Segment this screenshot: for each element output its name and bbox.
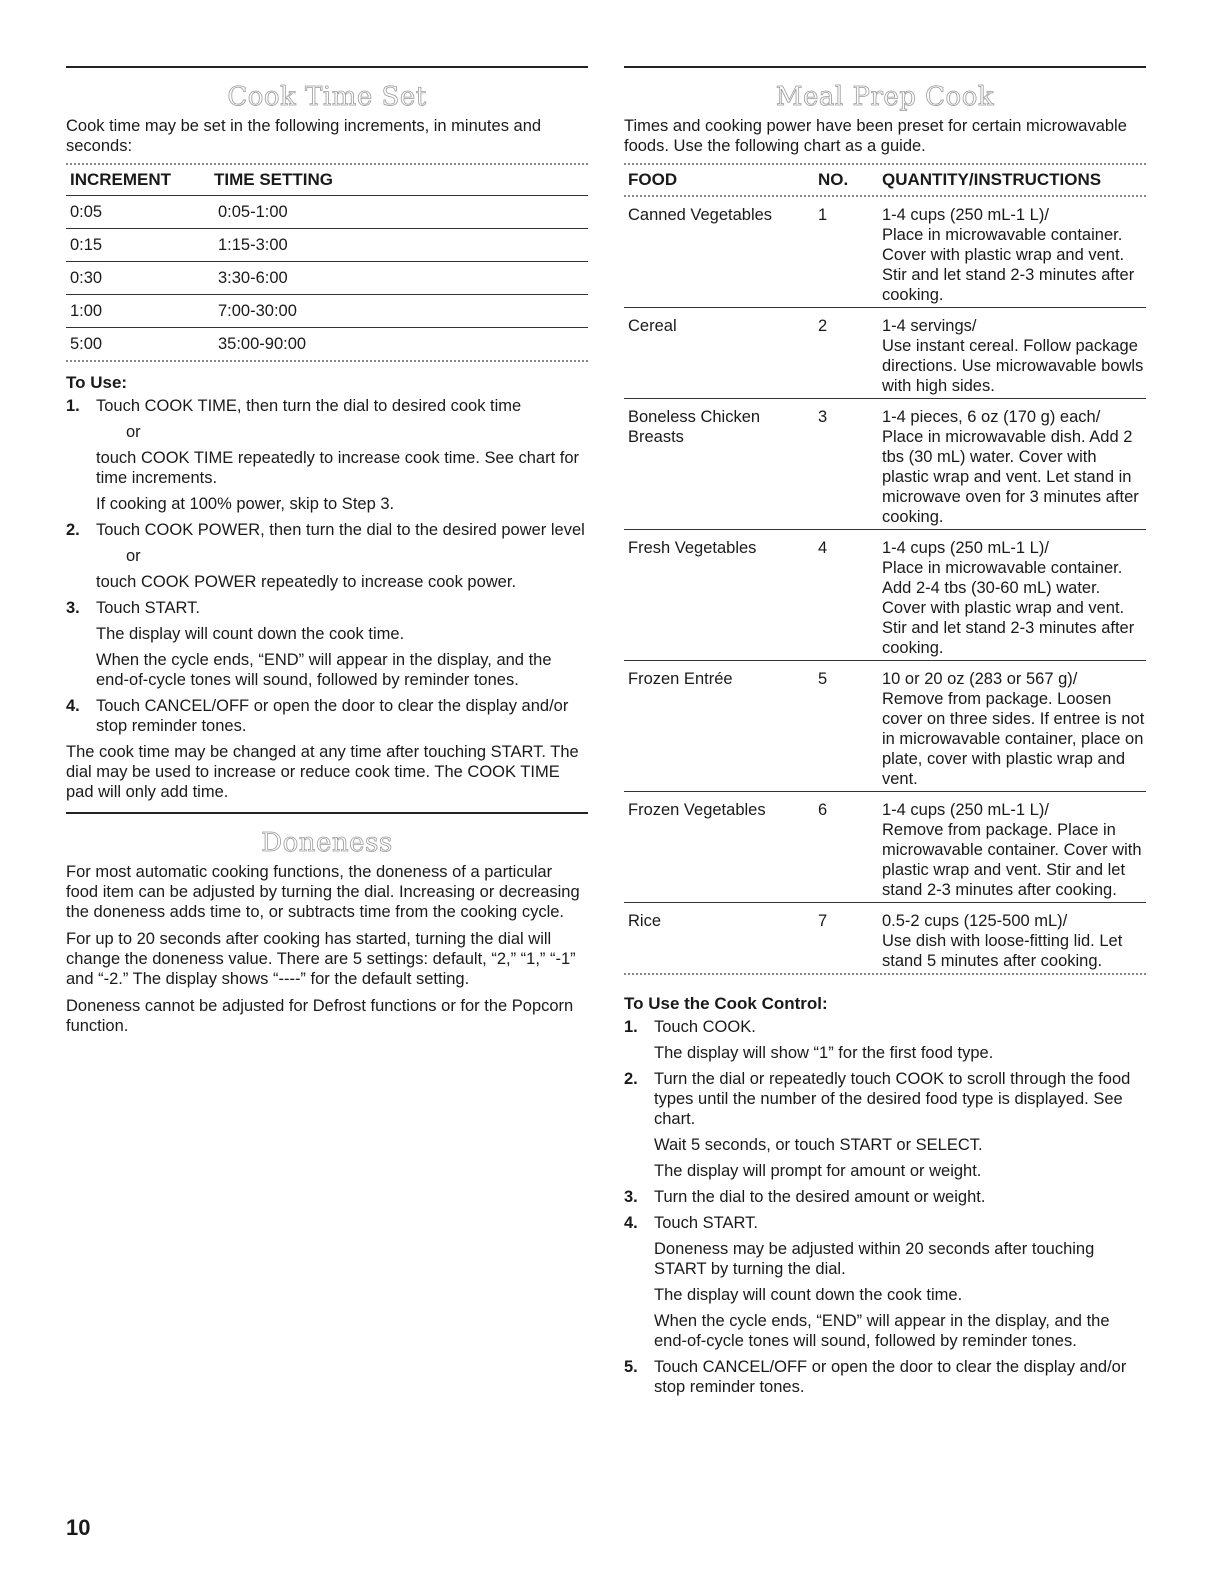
- step-text: Turn the dial or repeatedly touch COOK to scroll through the food types until the number of the desired food type is displayed. See chart.: [654, 1070, 1131, 1128]
- instructions-text: Place in microwavable container. Cover with plastic wrap and vent. Stir and let stand 2-3 minutes after cooking.: [882, 226, 1135, 304]
- time-setting-header: TIME SETTING: [214, 170, 333, 189]
- step-after: touch COOK POWER repeatedly to increase cook power.: [96, 573, 517, 591]
- quantity-text: 1-4 servings/: [882, 317, 977, 335]
- table-row: [624, 308, 1146, 399]
- step-item: [624, 1187, 1146, 1207]
- cook-time-set-title: Cook Time Set: [227, 82, 427, 112]
- step-number: 2.: [66, 521, 80, 539]
- step-text: Touch START.: [654, 1214, 758, 1232]
- number-cell: 3: [814, 399, 878, 530]
- step-number: 1.: [66, 397, 80, 415]
- food-cell: Frozen Vegetables: [624, 792, 814, 903]
- number-cell: 4: [814, 530, 878, 661]
- quantity-text: 1-4 pieces, 6 oz (170 g) each/: [882, 408, 1101, 426]
- cook-time-steps: [66, 396, 588, 736]
- table-row: [624, 399, 1146, 530]
- step-number: 1.: [624, 1018, 638, 1036]
- quantity-header: QUANTITY/INSTRUCTIONS: [882, 170, 1102, 189]
- meal-prep-intro: Times and cooking power have been preset for certain microwavable foods. Use the following chart as a guide.: [624, 117, 1127, 155]
- table-row: [624, 903, 1146, 974]
- doneness-paragraph: Doneness cannot be adjusted for Defrost functions or for the Popcorn function.: [66, 997, 574, 1035]
- time-setting-cell: 3:30-6:00: [214, 262, 588, 295]
- instructions-text: Remove from package. Place in microwavable container. Cover with plastic wrap and vent. Stir and let stand 2-3 minutes after cooking.: [882, 821, 1142, 899]
- table-row: [66, 262, 588, 295]
- increment-header: INCREMENT: [70, 170, 172, 189]
- step-number: 4.: [66, 697, 80, 715]
- cook-time-closing: The cook time may be changed at any time after touching START. The dial may be used to increase or reduce cook time. The COOK TIME pad will only add time.: [66, 743, 579, 801]
- step-item: [624, 1069, 1146, 1181]
- number-cell: 5: [814, 661, 878, 792]
- table-row: [624, 661, 1146, 792]
- quantity-text: 1-4 cups (250 mL-1 L)/: [882, 801, 1049, 819]
- increment-cell: 5:00: [70, 334, 103, 353]
- instructions-text: Use instant cereal. Follow package directions. Use microwavable bowls with high sides.: [882, 337, 1144, 395]
- food-cell: Fresh Vegetables: [624, 530, 814, 661]
- increment-table: [66, 165, 588, 360]
- quantity-text: 1-4 cups (250 mL-1 L)/: [882, 206, 1049, 224]
- food-cell: Boneless Chicken Breasts: [624, 399, 814, 530]
- instructions-cell: [878, 399, 1146, 530]
- table-row: [66, 328, 588, 361]
- step-number: 3.: [624, 1188, 638, 1206]
- instructions-cell: [878, 530, 1146, 661]
- step-sub: Doneness may be adjusted within 20 seconds after touching START by turning the dial.: [654, 1240, 1095, 1278]
- dotted-divider: [624, 973, 1146, 975]
- cook-time-intro: Cook time may be set in the following increments, in minutes and seconds:: [66, 117, 542, 155]
- table-row: [624, 792, 1146, 903]
- number-cell: 6: [814, 792, 878, 903]
- step-sub: The display will show “1” for the first food type.: [654, 1044, 994, 1062]
- quantity-text: 1-4 cups (250 mL-1 L)/: [882, 539, 1049, 557]
- cook-control-steps: [624, 1017, 1146, 1397]
- time-setting-cell: 35:00-90:00: [218, 334, 307, 353]
- increment-cell: 0:05: [66, 196, 214, 229]
- step-text: Touch CANCEL/OFF or open the door to clear the display and/or stop reminder tones.: [96, 697, 569, 735]
- food-cell: Frozen Entrée: [624, 661, 814, 792]
- step-number: 4.: [624, 1214, 638, 1232]
- increment-cell: 0:30: [66, 262, 214, 295]
- doneness-paragraph: For up to 20 seconds after cooking has started, turning the dial will change the doneness value. There are 5 settings: default, “2,” “1,” “-1” and “-2.” The display shows “----” for the default setting.: [66, 930, 576, 988]
- step-item: [66, 598, 588, 690]
- step-text: Touch CANCEL/OFF or open the door to clear the display and/or stop reminder tones.: [654, 1358, 1127, 1396]
- food-cell: Canned Vegetables: [624, 197, 814, 308]
- time-setting-cell: 1:15-3:00: [214, 229, 588, 262]
- step-text: Touch COOK.: [654, 1018, 756, 1036]
- step-item: [66, 520, 588, 592]
- step-or: or: [126, 423, 141, 441]
- step-item: [624, 1213, 1146, 1351]
- doneness-title: Doneness: [261, 828, 393, 858]
- meal-prep-cook-title: Meal Prep Cook: [775, 82, 995, 112]
- doneness-paragraph: For most automatic cooking functions, the doneness of a particular food item can be adjusted by turning the dial. Increasing or decreasing the doneness adds time to, or subtracts time from the cooking cycle.: [66, 863, 580, 921]
- instructions-text: Place in microwavable container. Add 2-4 tbs (30-60 mL) water. Cover with plastic wrap and vent. Stir and let stand 2-3 minutes after cooking.: [882, 559, 1135, 657]
- instructions-cell: [878, 308, 1146, 399]
- step-sub: Wait 5 seconds, or touch START or SELECT.: [654, 1136, 983, 1154]
- time-setting-cell: 7:00-30:00: [214, 295, 588, 328]
- left-column: [66, 66, 588, 1043]
- number-cell: 2: [814, 308, 878, 399]
- step-note: If cooking at 100% power, skip to Step 3.: [96, 495, 395, 513]
- food-cell: Rice: [628, 912, 662, 930]
- step-or: or: [126, 547, 141, 565]
- step-sub: The display will prompt for amount or weight.: [654, 1162, 982, 1180]
- quantity-text: 0.5-2 cups (125-500 mL)/: [882, 912, 1068, 930]
- food-table: [624, 165, 1146, 973]
- step-text: Touch COOK TIME, then turn the dial to desired cook time: [96, 397, 522, 415]
- food-header: FOOD: [628, 170, 678, 189]
- page-number: 10: [66, 1515, 91, 1540]
- table-row: [66, 196, 588, 229]
- food-cell: Cereal: [624, 308, 814, 399]
- step-item: [624, 1017, 1146, 1063]
- step-text: Touch COOK POWER, then turn the dial to the desired power level: [96, 521, 585, 539]
- step-text: Touch START.: [96, 599, 200, 617]
- increment-cell: 0:15: [66, 229, 214, 262]
- section-rule: [66, 812, 588, 814]
- instructions-text: Use dish with loose-fitting lid. Let stand 5 minutes after cooking.: [882, 932, 1123, 970]
- instructions-text: Remove from package. Loosen cover on three sides. If entree is not in microwavable container, place on plate, cover with plastic wrap and vent.: [882, 690, 1145, 788]
- step-sub: The display will count down the cook time.: [654, 1286, 963, 1304]
- time-setting-cell: 0:05-1:00: [214, 196, 588, 229]
- step-number: 3.: [66, 599, 80, 617]
- increment-cell: 1:00: [66, 295, 214, 328]
- quantity-text: 10 or 20 oz (283 or 567 g)/: [882, 670, 1078, 688]
- table-row: [624, 530, 1146, 661]
- section-rule: [624, 66, 1146, 68]
- instructions-cell: [878, 661, 1146, 792]
- number-cell: 7: [818, 912, 828, 930]
- table-row: [66, 229, 588, 262]
- instructions-cell: [878, 903, 1146, 974]
- instructions-cell: [878, 197, 1146, 308]
- step-line: The display will count down the cook time.: [96, 625, 405, 643]
- to-use-cook-control-heading: To Use the Cook Control:: [624, 994, 828, 1013]
- step-item: [66, 396, 588, 514]
- step-after: touch COOK TIME repeatedly to increase cook time. See chart for time increments.: [96, 449, 579, 487]
- step-line: When the cycle ends, “END” will appear in the display, and the end-of-cycle tones will sound, followed by reminder tones.: [96, 651, 552, 689]
- to-use-heading: To Use:: [66, 373, 128, 392]
- step-sub: When the cycle ends, “END” will appear in the display, and the end-of-cycle tones will sound, followed by reminder tones.: [654, 1312, 1110, 1350]
- table-row: [66, 295, 588, 328]
- step-number: 5.: [624, 1358, 638, 1376]
- step-text: Turn the dial to the desired amount or weight.: [654, 1188, 986, 1206]
- table-row: [624, 197, 1146, 308]
- instructions-text: Place in microwavable dish. Add 2 tbs (30 mL) water. Cover with plastic wrap and vent. Let stand in microwave oven for 3 minutes after cooking.: [882, 428, 1139, 526]
- section-rule: [66, 66, 588, 68]
- instructions-cell: [878, 792, 1146, 903]
- dotted-divider: [66, 360, 588, 362]
- no-header: NO.: [818, 170, 849, 189]
- right-column: [624, 66, 1146, 1403]
- step-number: 2.: [624, 1070, 638, 1088]
- step-item: [624, 1357, 1146, 1397]
- step-item: [66, 696, 588, 736]
- number-cell: 1: [814, 197, 878, 308]
